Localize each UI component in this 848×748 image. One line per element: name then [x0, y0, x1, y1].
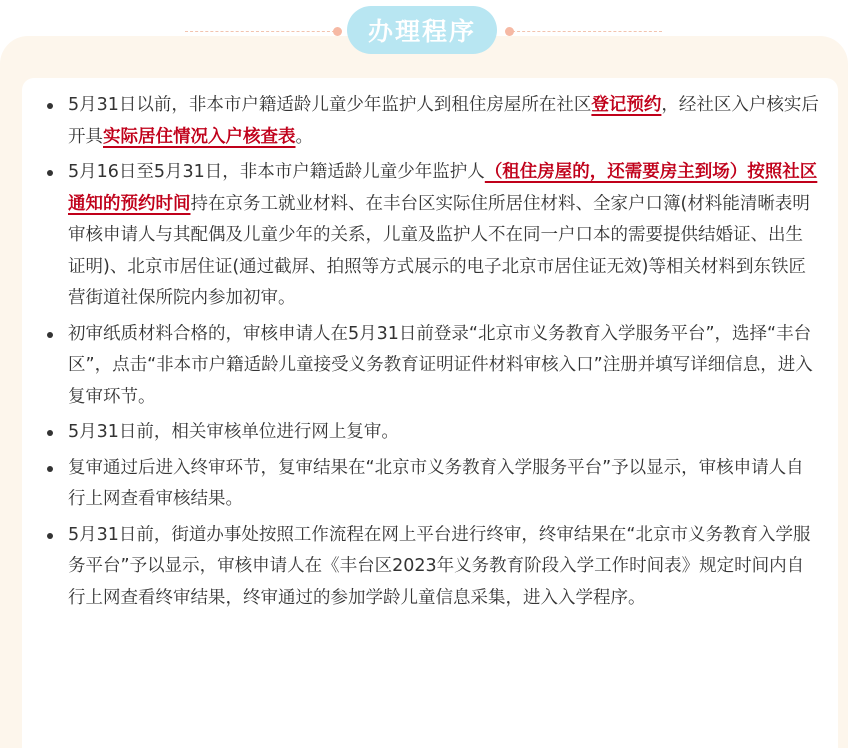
bullet-icon	[47, 332, 53, 338]
highlight-text: （租住房屋的，还需要房主到场）按照社区通知的预约时间	[68, 162, 818, 214]
title-pill	[347, 6, 497, 54]
bullet-icon	[47, 466, 53, 472]
procedure-list	[40, 90, 820, 618]
section-header	[0, 0, 848, 58]
list-item-4	[40, 417, 820, 449]
highlight-text: 登记预约	[591, 95, 662, 115]
item-text: 持在京务工就业材料、在丰台区实际住所居住材料、全家户口簿(材料能清晰表明审核申请人与其配偶及儿童少年的关系，儿童及监护人不在同一户口本的需要提供结婚证、出生证明)、北京市居住证(通过截屏、拍照等方式展示的电子北京市居住证无效)等相关材料到东铁匠营街道社保所院内参加初审。	[68, 193, 810, 308]
item-text: ，经社区入户核实后开具	[68, 95, 819, 147]
list-item-2	[40, 157, 820, 315]
item-text: 初审纸质材料合格的，审核申请人在5月31日前登录“北京市义务教育入学服务平台”，选择“丰台区”，点击“非本市户籍适龄儿童接受义务教育证明证件材料审核入口”注册并填写详细信息，进入复审环节。	[68, 323, 813, 407]
highlight-text: 实际居住情况入户核查表	[103, 126, 296, 147]
list-item-6	[40, 520, 820, 615]
item-text: 。	[295, 126, 313, 147]
item-text: 5月16日至5月31日，非本市户籍适龄儿童少年监护人	[68, 162, 485, 182]
item-text: 复审通过后进入终审环节，复审结果在“北京市义务教育入学服务平台”予以显示，审核申请人自行上网查看审核结果。	[68, 457, 804, 509]
bullet-icon	[47, 103, 53, 109]
dashed-line-right	[512, 31, 662, 32]
bullet-icon	[47, 533, 53, 539]
item-text: 5月31日前，相关审核单位进行网上复审。	[68, 422, 399, 442]
list-item-5	[40, 453, 820, 516]
list-item-3	[40, 319, 820, 414]
item-text: 5月31日以前，非本市户籍适龄儿童少年监护人到租住房屋所在社区	[68, 95, 592, 115]
list-item-1	[40, 90, 820, 153]
dot-right-icon	[505, 27, 514, 36]
section-title: 办理程序	[367, 17, 476, 46]
dot-left-icon	[333, 27, 342, 36]
bullet-icon	[47, 170, 53, 176]
dashed-line-left	[185, 31, 335, 32]
bullet-icon	[47, 430, 53, 436]
item-text: 5月31日前，街道办事处按照工作流程在网上平台进行终审，终审结果在“北京市义务教育入学服务平台”予以显示，审核申请人在《丰台区2023年义务教育阶段入学工作时间表》规定时间内自行上网查看终审结果，终审通过的参加学龄儿童信息采集，进入入学程序。	[68, 524, 811, 608]
